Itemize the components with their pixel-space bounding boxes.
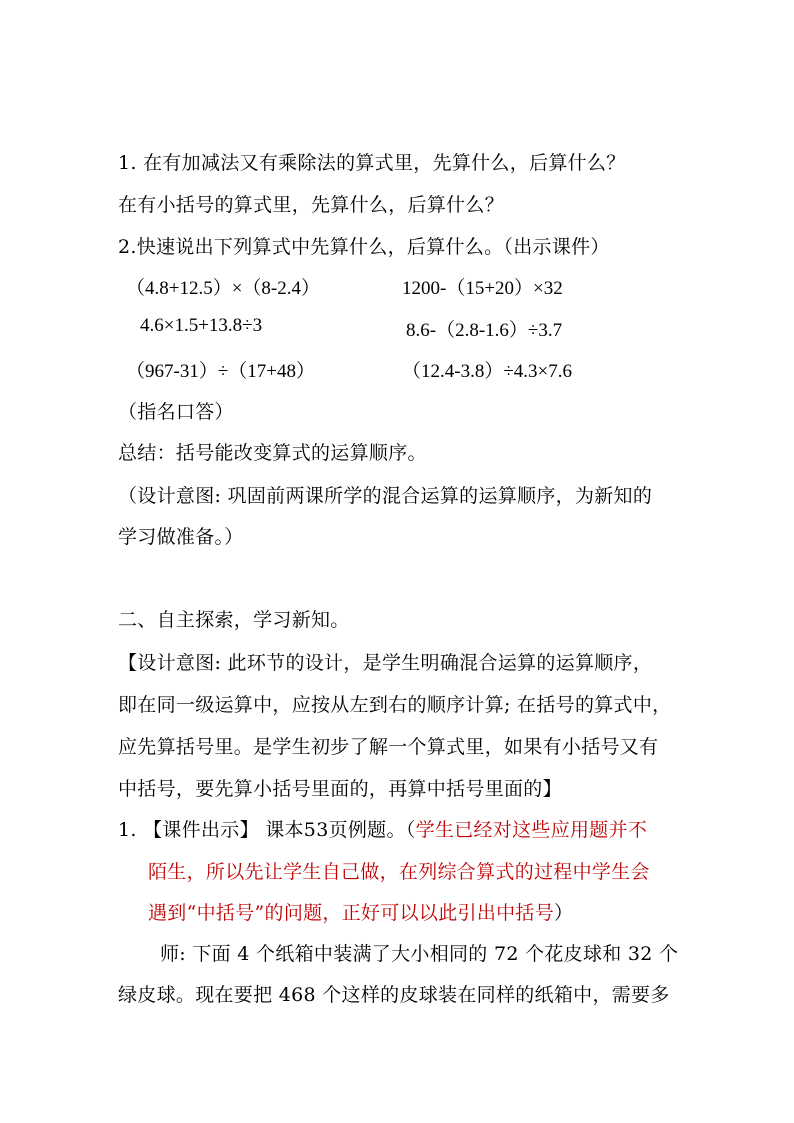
- design-intent-1-line-1: （设计意图: 巩固前两课所学的混合运算的运算顺序，为新知的: [118, 485, 653, 507]
- design-intent-2-line-1: 【设计意图: 此环节的设计，是学生明确混合运算的运算顺序，: [118, 652, 653, 674]
- design-intent-2-line-4: 中括号，要先算小括号里面的，再算中括号里面的】: [118, 778, 562, 800]
- summary: 总结：括号能改变算式的运算顺序。: [118, 442, 427, 464]
- answer-note: （指名口答）: [118, 401, 234, 423]
- section-2-heading: 二、自主探索，学习新知。: [118, 609, 350, 631]
- item-1-red-text-3: 遇到“中括号”的问题，正好可以以此引出中括号: [148, 902, 555, 924]
- item-1-prefix: 1. 【课件出示】 课本53页例题。（: [118, 819, 416, 841]
- expression-1-right: 1200-（15+20）×32: [402, 278, 563, 299]
- item-1-line-3: [148, 898, 573, 925]
- design-intent-2-line-3: 应先算括号里。是学生初步了解一个算式里，如果有小括号又有: [118, 736, 659, 758]
- expression-2-left: 4.6×1.5+13.8÷3: [140, 315, 263, 336]
- item-1-suffix: ）: [554, 902, 574, 924]
- expression-3-right: （12.4-3.8）÷4.3×7.6: [402, 361, 572, 382]
- item-1-red-text-2: 陌生，所以先让学生自己做，在列综合算式的过程中学生会: [148, 861, 650, 883]
- design-intent-1-line-2: 学习做准备。）: [118, 526, 244, 548]
- question-1-line-1: 1. 在有加减法又有乘除法的算式里，先算什么，后算什么？: [118, 152, 626, 174]
- expression-3-left: （967-31）÷（17+48）: [126, 361, 315, 382]
- question-1-line-2: 在有小括号的算式里，先算什么，后算什么？: [118, 194, 505, 216]
- item-1-line-1: [118, 815, 647, 842]
- question-2-title: 2.快速说出下列算式中先算什么，后算什么。（出示课件）: [118, 236, 610, 258]
- expression-2-right: 8.6-（2.8-1.6）÷3.7: [406, 320, 563, 341]
- expression-1-left: （4.8+12.5）×（8-2.4）: [126, 278, 321, 299]
- teacher-line-1: 师: 下面 4 个纸箱中装满了大小相同的 72 个花皮球和 32 个: [160, 943, 679, 965]
- teacher-line-2: 绿皮球。现在要把 468 个这样的皮球装在同样的纸箱中，需要多: [118, 984, 670, 1006]
- item-1-red-text-1: 学生已经对这些应用题并不: [415, 819, 648, 841]
- design-intent-2-line-2: 即在同一级运算中，应按从左到右的顺序计算; 在括号的算式中，: [118, 694, 672, 716]
